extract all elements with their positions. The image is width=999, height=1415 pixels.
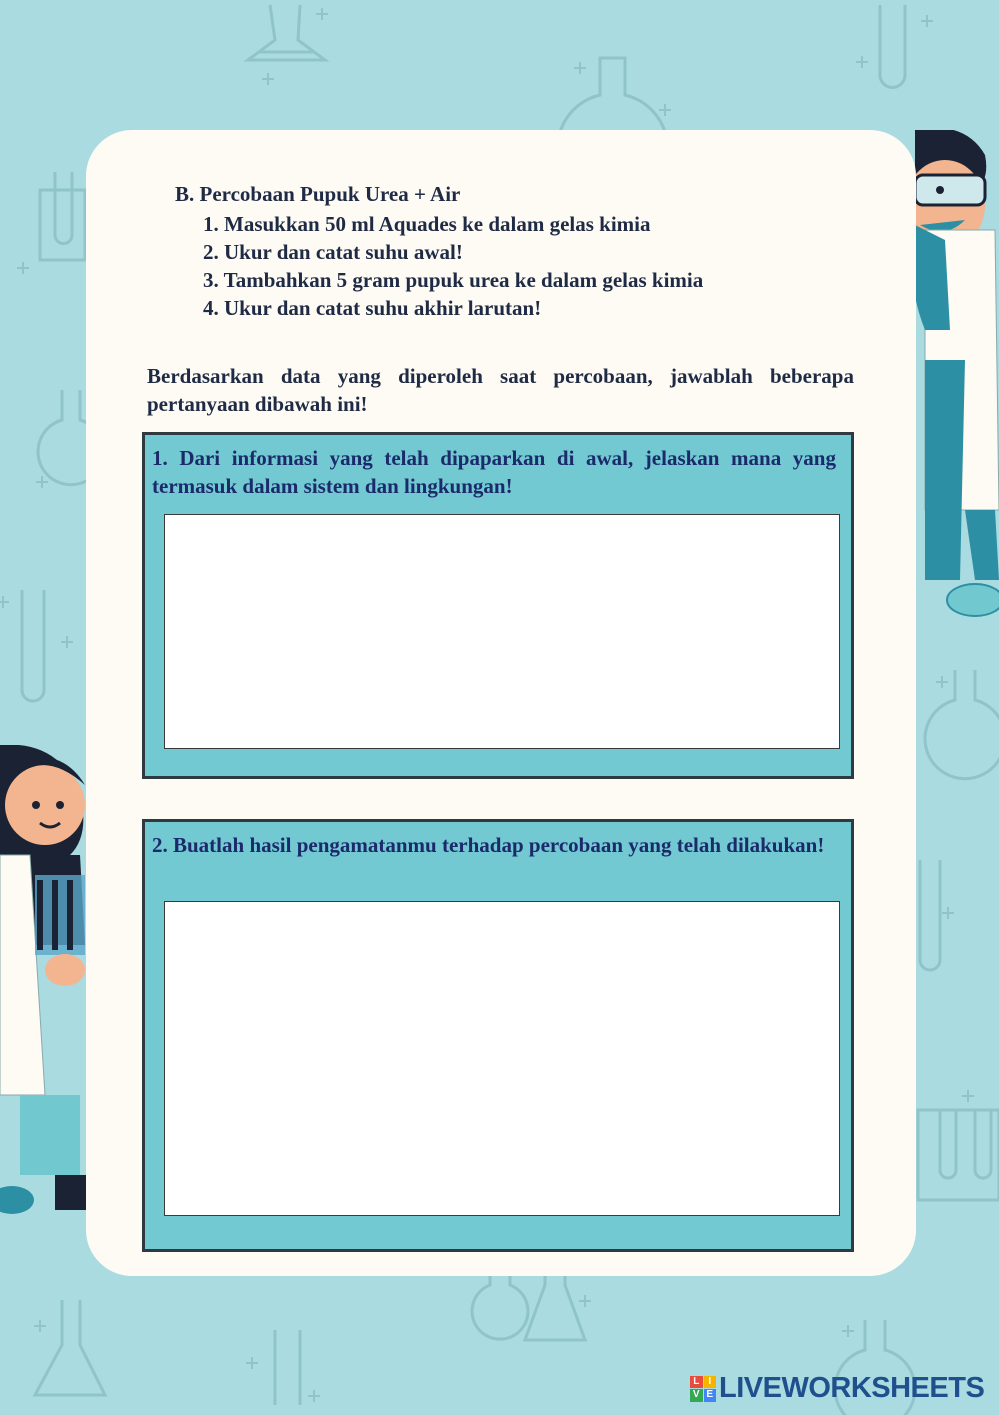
question-box-1 <box>142 432 854 779</box>
procedure-step: 3. Tambahkan 5 gram pupuk urea ke dalam gelas kimia <box>203 268 704 292</box>
logo-letter: I <box>704 1376 717 1389</box>
test-tube-icon <box>22 590 44 701</box>
flask-icon <box>248 5 325 60</box>
scientist-illustration <box>0 745 90 1220</box>
logo-letter: E <box>704 1389 717 1402</box>
logo-text: LIVEWORKSHEETS <box>719 1372 985 1404</box>
logo-letter: L <box>690 1376 703 1389</box>
test-tube-icon <box>275 1330 300 1405</box>
flask-icon <box>35 1300 105 1395</box>
procedure-step: 4. Ukur dan catat suhu akhir larutan! <box>203 296 542 320</box>
test-tube-rack-icon <box>40 172 85 260</box>
procedure-step: 1. Masukkan 50 ml Aquades ke dalam gelas kimia <box>203 212 651 236</box>
test-tube-icon <box>880 5 905 88</box>
answer-field-1[interactable] <box>164 514 840 749</box>
question-box-2 <box>142 819 854 1252</box>
section-title: B. Percobaan Pupuk Urea + Air <box>175 182 461 206</box>
procedure-steps <box>203 210 703 322</box>
procedure-step: 2. Ukur dan catat suhu awal! <box>203 240 463 264</box>
test-tube-rack-icon <box>918 1110 999 1200</box>
instructions-text: Berdasarkan data yang diperoleh saat percobaan, jawablah beberapa pertanyaan dibawah ini! <box>147 364 854 416</box>
question-text: 2. Buatlah hasil pengamatanmu terhadap percobaan yang telah dilakukan! <box>152 833 825 857</box>
scientist-illustration <box>905 130 999 620</box>
beaker-icon <box>925 670 999 779</box>
answer-field-2[interactable] <box>164 901 840 1216</box>
logo-letter: V <box>690 1389 703 1402</box>
question-text: 1. Dari informasi yang telah dipaparkan di awal, jelaskan mana yang termasuk dalam sistem dan lingkungan! <box>152 446 836 498</box>
liveworksheets-logo <box>690 1372 984 1405</box>
logo-mark-icon <box>690 1376 716 1402</box>
test-tube-icon <box>920 860 940 970</box>
